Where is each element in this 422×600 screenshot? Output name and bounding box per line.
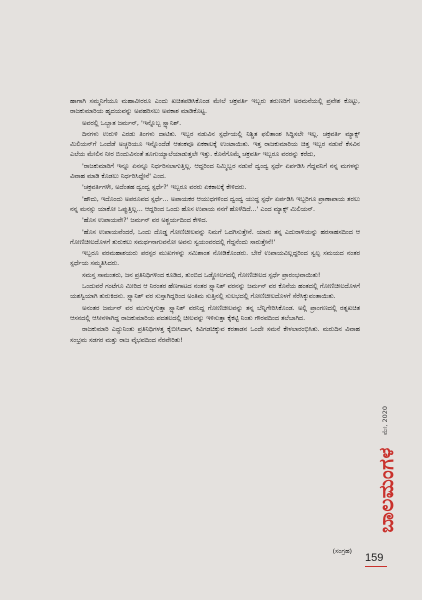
article-paragraph: ರಾಜಕುಮಾರಿ ಎದ್ದುನಿಂತು ಪ್ರತಿನಿಧಿಗಳತ್ತ ಕೈಬೀಸಿದಾಗ, ಕಿವಿಗಡಚಿಕ್ಕುವ ಕರತಾಡನ ಒಂದೇ ಸಮನೆ ಕೇಳಲಾರಂಭಿಸಿತು. ಮರುದಿನ ವಿವಾಹ ಸಂಭ್ರಮ ಸಡಗರ ಮತ್ತು ರಾಜ ವೈಭವದಿಂದ ನೆರವೇರಿತು!: [70, 325, 360, 344]
article-paragraph: 'ಹೊಸ ಉಪಾಯವೆಂದರೆ, ಒಂದು ದೊಡ್ಡ ಗೋಣಿಚೀಲವನ್ನು ನಿಮಗೆ ಒದಗಿಸುತ್ತೇನೆ. ಯಾರು ತನ್ನ ಎದುರಾಳಿಯನ್ನು ಹರಸಾಹಸದಿಂದ ಆ ಗೋಣಿಚೀಲದೊಳಗೆ ತುರುಕಲು ಸಮರ್ಥನಾಗುವನೋ ಅವನು ಸ್ವಯಂವರದಲ್ಲಿ ಗೆದ್ದನೆಂದು ಸಾರುತ್ತೇನೆ!': [70, 227, 360, 246]
article-paragraph: ಅನಂತರ ಜರ್ಮನ್ ವರ ಮುಗುಳ್ನಗುತ್ತಾ ಸ್ಪ್ಯಾನಿಶ್ ವರನಿದ್ದ ಗೋಣಿಚೀಲವನ್ನು ತನ್ನ ಬೆನ್ನಿಗೇರಿಸಿಕೊಂಡ. ಅಲ್ಲಿ ಪ್ರಾಂಗಣದಲ್ಲಿ ರತ್ನಖಚಿತ ಆಸನದಲ್ಲಿ ಆಸೀನಳಾಗಿದ್ದ ರಾಜಕುಮಾರಿಯ ಪದತಲದಲ್ಲಿ ಚೀಲವನ್ನು ಇಳಿಸುತ್ತಾ ಕೈಕಟ್ಟಿ ನಿಂತು ಗೌರವದಿಂದ ತಲೆಬಾಗಿದ.: [70, 303, 360, 322]
magazine-name: ಬಾಲಮಂಗಳ: [374, 447, 398, 533]
article-paragraph: ದಿನಗಳು ಉರುಳಿ ಎರಡು ತಿಂಗಳು ದಾಟಿತು. ಇಬ್ಬರ ನಡುವಿನ ಸ್ಪರ್ಧೆಯಲ್ಲಿ ನಿಶ್ಚಿತ ಫಲಿತಾಂಶ ಸಿದ್ಧಿಸಲೇ ಇಲ್ಲ. ಚಕ್ರವರ್ತಿ ಮ್ಯಾಕ್ಸ್ ಮಿಲಿಯನ್‌ಗೆ ಒಂದೆಡೆ ಅಚ್ಚರಿಯೂ ಇನ್ನೊಂದೆಡೆ ಆತಂಕವೂ ಏಕಕಾಲಕ್ಕೆ ಉಂಟಾಯಿತು. ಇತ್ತ ರಾಜಕುಮಾರಿಯ ಚಿತ್ತ ಇಬ್ಬರ ನಡುವೆ ಕೆಸವಿನ ಎಲೆಯ ಮೇಲಿನ ನೀರ ಬಿಂದುವಿನಂತೆ ತೂಗುಯ್ಯಾಲೆಯಾಡುತ್ತಲೇ ಇತ್ತು. ಕೊನೆಗೊಮ್ಮೆ ಚಕ್ರವರ್ತಿ ಇಬ್ಬರೂ ವರರನ್ನು ಕರೆದು,: [70, 129, 360, 159]
article-paragraph: ಒಂದುವರೆ ಗಂಟೆಗೂ ಮೀರಿದ ಆ ನಿರಂತರ ಹೆಣಗಾಟದ ನಂತರ ಸ್ಪ್ಯಾನಿಶ್ ವರನನ್ನು ಜರ್ಮನ್ ವರ ಕೊನೆಯ ಹಂತದಲ್ಲಿ ಗೋಣಿಚೀಲದೊಳಗೆ ಯಶಸ್ವಿಯಾಗಿ ತುರುಕಿದನು. ಸ್ಪ್ಯಾನಿಶ್ ವರ ಸುಸ್ತಾಗಿದ್ದರಿಂದ ಅಂತಿಮ ಸುತ್ತಿನಲ್ಲಿ ಸುಲಭದಲ್ಲಿ ಗೋಣಿಚೀಲದೊಳಗೆ ಸೆರೆಸಿಕ್ಕುವಂತಾಯಿತು.: [70, 282, 360, 301]
magazine-logo: [372, 440, 400, 540]
article-paragraph: 'ಚಕ್ರವರ್ತಿಗಳೇ, ಅದೆಂತಹ ದ್ವಂದ್ವ ಸ್ಪರ್ಧೆ?' ಇಬ್ಬರೂ ವರರು ಏಕಕಾಲಕ್ಕೆ ಕೇಳಿದರು.: [82, 183, 247, 192]
article-paragraph: ಸಮಸ್ತ ಸಾಮಂತರು, ಜನ ಪ್ರತಿನಿಧಿಗಳಿಂದ ಕೂಡಿದ, ತುಂಬಿದ ಒಡ್ಡೋಲಗದಲ್ಲಿ ಗೋಣಿಚೀಲದ ಸ್ಪರ್ಧೆ ಪ್ರಾರಂಭವಾಯಿತು!: [82, 270, 321, 279]
page-number-underline: [365, 566, 387, 567]
article-paragraph: ಇಬ್ಬರೂ ವರಮಹಾಶಯರು ಪರಸ್ಪರ ಮುಖಗಳನ್ನು ಸಮಿಶಾಂತ ನೋಡಿಕೊಂಡರು. ಬೇರೆ ಉಪಾಯವಿಲ್ಲದ್ದರಿಂದ ಸ್ವಲ್ಪ ಸಮಯದ ನಂತರ ಸ್ಪರ್ಧೆಯ ಸಮ್ಮತಿಸಿದರು.: [70, 249, 360, 268]
article-paragraph: 'ಹೊಸ ಉಪಾಯವೇ?' ಜರ್ಮನ್ ವರ ಅಶ್ಚರ್ಯದಿಂದ ಕೇಳಿದ.: [82, 216, 208, 225]
issue-date-label: ಮೇ, 2020: [380, 405, 389, 435]
article-signature: (ಸಂಗ್ರಹ): [332, 547, 352, 555]
article-body: [70, 96, 360, 346]
article-paragraph: ಹಾಗಾಗಿ ಸಮ್ಮನಿಗೆಯೂ ಮಹಾವೀರರೂ ಎಂದು ಖಚಿತಪಡಿಸಿಕೊಂಡ ಮೇಲೆ ಚಕ್ರವರ್ತಿ ಇಬ್ಬರು ತರುಣರಿಗೆ ಅರಮನೆಯಲ್ಲಿ ಪ್ರವೇಶ ಕೊಟ್ಟು, ರಾಜಕುಮಾರಿಯ ಹೃದಯವನ್ನು ಅಪಹರಿಸಲು ಅವಕಾಶ ಮಾಡಿಕೊಟ್ಟ.: [70, 97, 360, 116]
article-paragraph: ಅವರಲ್ಲಿ ಒಬ್ಬಾತ ಜರ್ಮನ್, 'ಇನ್ನೊಬ್ಬ ಸ್ಪ್ಯಾನಿಶ್.: [82, 118, 182, 127]
page-number: 159: [365, 552, 384, 564]
article-paragraph: 'ರಾಜಕುಮಾರಿಗೆ ಇನ್ನೂ ಏನನ್ನೂ ನಿರ್ಧರಿಸಲಾಗುತ್ತಿಲ್ಲ. ಆದ್ದರಿಂದ ನಿಮ್ಮಿಬ್ಬರ ನಡುವೆ ದ್ವಂದ್ವ ಸ್ಪರ್ಧೆ ಏರ್ಪಡಿಸಿ ಗೆದ್ದವನಿಗೆ ನನ್ನ ಮಗಳನ್ನು ವಿವಾಹ ಮಾಡಿ ಕೊಡಲು ನಿರ್ಧರಿಸಿದ್ದೇನೆ' ಎಂದ.: [70, 161, 360, 181]
issue-date: [375, 400, 395, 440]
article-paragraph: 'ಹೌದು, ಇದೊಂದು ಅಪರೂಪದ ಸ್ಪರ್ಧೆ... ಅಪಾಯಕರ ಆಯುಧಗಳಿಂದ ದ್ವಂದ್ವ ಯುದ್ಧ ಸ್ಪರ್ಧೆ ಏರ್ಪಡಿಸಿ ಇಬ್ಬರಿಗೂ ಪ್ರಾಣಾಪಾಯ ತರಲು ನನ್ನ ಮನಸ್ಸು ಯಾಕೋ ಒಪ್ಪುತ್ತಿಲ್ಲ... ಆದ್ದರಿಂದ ಒಂದು ಹೊಸ ಉಪಾಯ ನನಗೆ ಹೊಳೆದಿದೆ...' ಎಂದ ಮ್ಯಾಕ್ಸ್ ಮಿಲಿಯನ್.: [70, 194, 360, 213]
